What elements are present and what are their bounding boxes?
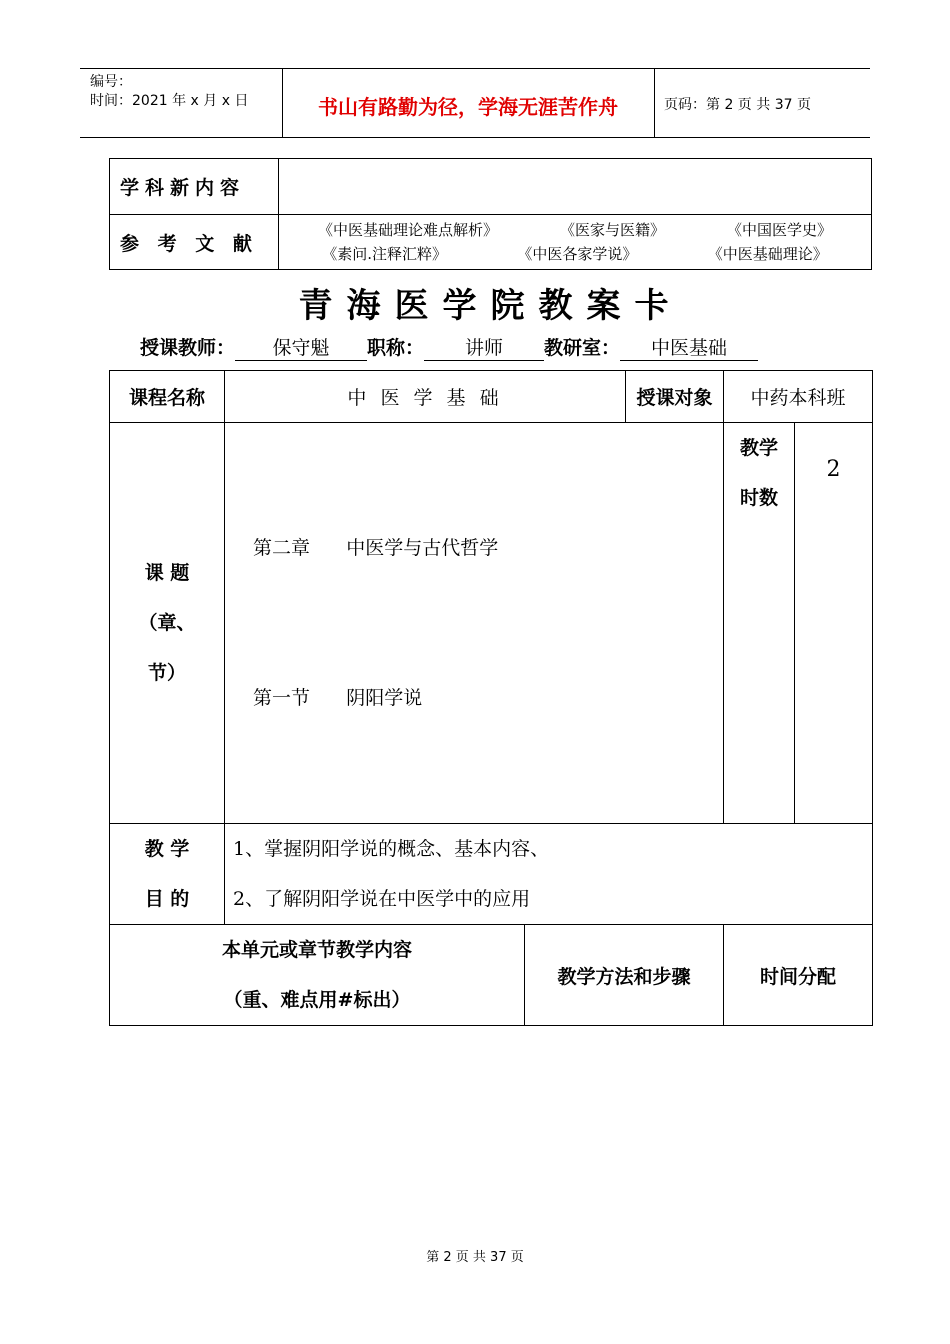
reference-item: 《中医基础理论》 xyxy=(707,245,828,263)
chapter-line: 第二章 中医学与古代哲学 xyxy=(253,537,499,559)
content-header xyxy=(110,925,525,1026)
method-header: 教学方法和步骤 xyxy=(525,925,724,1026)
header-motto: 书山有路勤为径，学海无涯苦作舟 xyxy=(318,95,618,119)
goal-item: 1、掌握阴阳学说的概念、基本内容、 xyxy=(233,838,550,860)
course-name-label: 课程名称 xyxy=(110,371,225,423)
page-footer: 第 2 页 共 37 页 xyxy=(426,1250,524,1265)
content-header-line: （重、难点用#标出） xyxy=(223,989,411,1011)
audience-value: 中药本科班 xyxy=(724,371,873,423)
hours-value: 2 xyxy=(795,423,873,824)
time-allocation-header: 时间分配 xyxy=(724,925,873,1026)
topic-label xyxy=(110,423,225,824)
topic-content xyxy=(225,423,724,824)
content-header-line: 本单元或章节教学内容 xyxy=(221,939,412,961)
teacher-info-line xyxy=(140,333,758,361)
new-content-label: 学科新内容 xyxy=(110,159,279,215)
reference-item: 《中医各家学说》 xyxy=(517,245,638,263)
hours-label-line: 教学 xyxy=(740,437,779,459)
goal-item: 2、了解阴阳学说在中医学中的应用 xyxy=(233,888,531,910)
title-value: 讲师 xyxy=(424,333,544,361)
teacher-label: 授课教师： xyxy=(140,337,236,359)
header-meta xyxy=(90,73,248,111)
references-label: 参 考 文 献 xyxy=(110,215,279,270)
reference-item: 《中国医学史》 xyxy=(726,221,832,239)
references-row xyxy=(279,242,871,266)
goal-label-line: 教 学 xyxy=(144,838,190,860)
hours-label xyxy=(724,423,795,824)
time-label: 时间：2021 年 x 月 x 日 xyxy=(90,93,249,109)
course-name-value: 中 医 学 基 础 xyxy=(225,371,626,423)
document-title: 青海医学院教案卡 xyxy=(298,286,683,326)
dept-label: 教研室： xyxy=(544,337,621,359)
header-divider xyxy=(654,69,655,137)
goal-label xyxy=(110,824,225,925)
topic-label-line: （章、 xyxy=(138,612,196,634)
reference-item: 《医家与医籍》 xyxy=(559,221,665,239)
dept-value: 中医基础 xyxy=(620,333,758,361)
reference-item: 《中医基础理论难点解析》 xyxy=(317,221,498,239)
reference-item: 《素问.注释汇粹》 xyxy=(322,245,447,263)
references-row xyxy=(279,218,871,242)
subject-info-table xyxy=(109,158,872,270)
section-line: 第一节 阴阳学说 xyxy=(253,687,423,709)
goal-content xyxy=(225,824,873,925)
goal-label-line: 目 的 xyxy=(144,888,190,910)
topic-label-line: 节） xyxy=(147,662,186,684)
document-header xyxy=(80,68,870,138)
title-label: 职称： xyxy=(367,337,425,359)
header-page-info: 页码：第 2 页 共 37 页 xyxy=(664,97,811,113)
teacher-name: 保守魁 xyxy=(235,333,367,361)
topic-label-line: 课 题 xyxy=(144,562,190,584)
audience-label: 授课对象 xyxy=(626,371,724,423)
new-content-value xyxy=(279,159,872,215)
number-label: 编号： xyxy=(90,74,132,90)
hours-label-line: 时数 xyxy=(740,487,779,509)
references-cell xyxy=(279,215,872,270)
lesson-plan-table xyxy=(109,370,873,1026)
